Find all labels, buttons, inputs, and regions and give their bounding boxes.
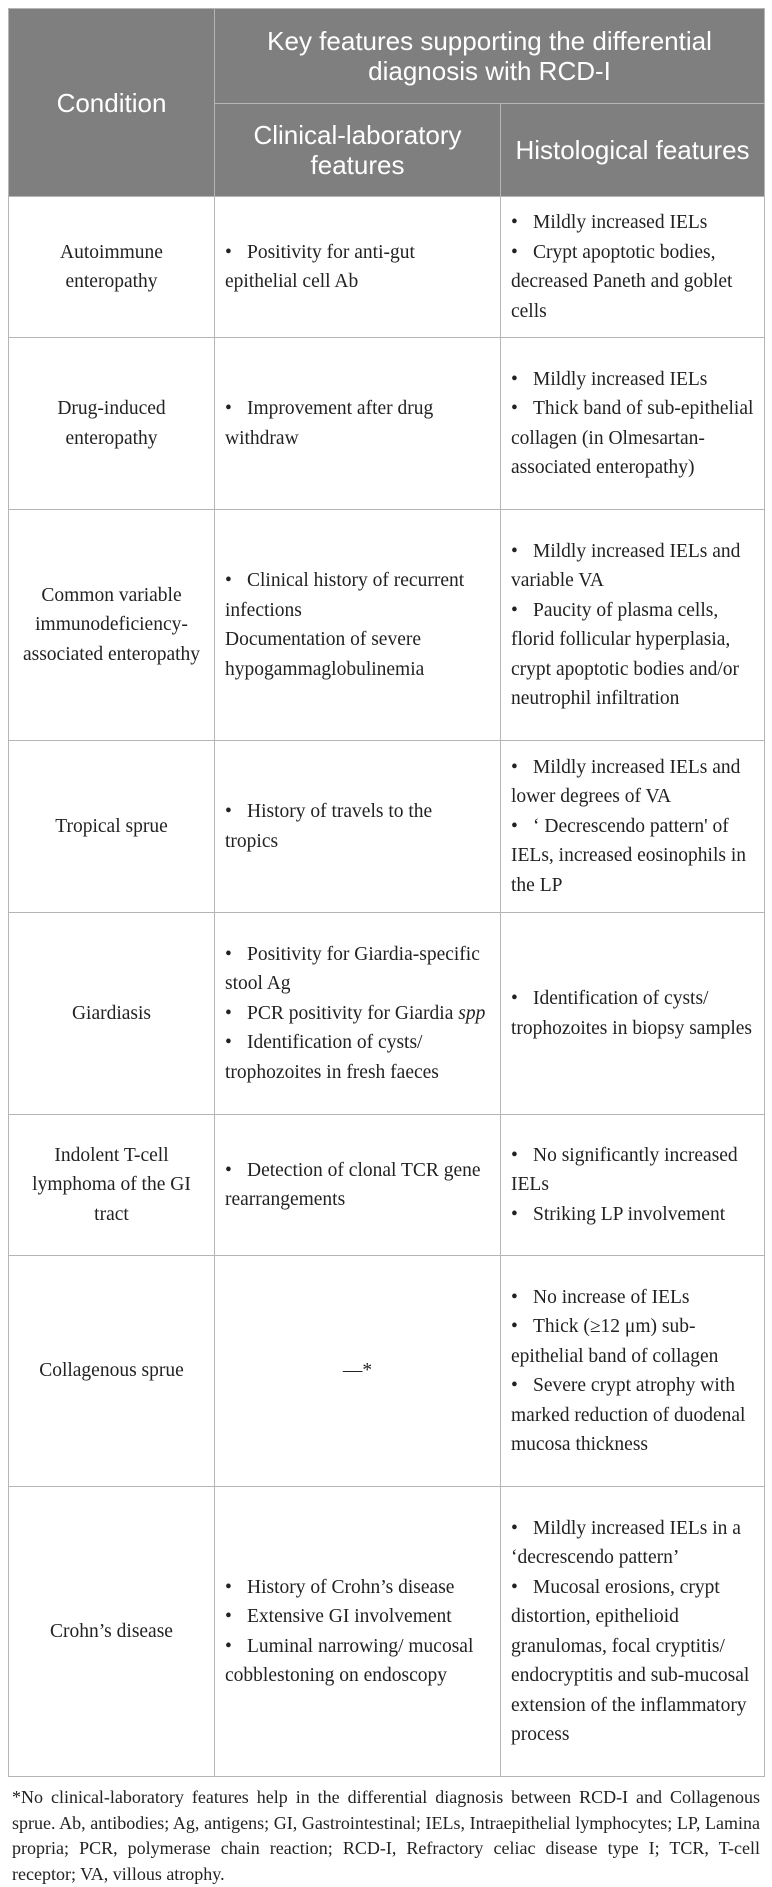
list-item: • Thick band of sub-epithelial collagen (in Olmesartan-associated enteropathy) [511, 398, 754, 478]
histological-cell [501, 741, 765, 913]
table-row [9, 197, 765, 338]
clinical-cell [215, 338, 501, 510]
header-row-top [9, 9, 765, 104]
histological-cell [501, 1115, 765, 1256]
histological-cell [501, 1256, 765, 1487]
condition-cell: Tropical sprue [9, 741, 215, 913]
condition-cell: Crohn’s disease [9, 1487, 215, 1777]
list-item: • Extensive GI involvement [225, 1606, 452, 1627]
list-item: • History of Crohn’s disease [225, 1576, 455, 1598]
clinical-cell [215, 1487, 501, 1777]
clinical-cell [215, 1115, 501, 1256]
condition-cell: Indolent T-cell lymphoma of the GI tract [9, 1115, 215, 1256]
list-item: • Paucity of plasma cells, florid follicular hyperplasia, crypt apoptotic bodies and/or neutrophil infiltration [511, 599, 739, 709]
list-item: • No significantly increased IELs [511, 1144, 738, 1196]
list-item: • Severe crypt atrophy with marked reduction of duodenal mucosa thickness [511, 1375, 746, 1455]
histological-cell [501, 510, 765, 741]
header-key-features: Key features supporting the differential diagnosis with RCD-I [215, 9, 765, 104]
list-item: • Mildly increased IELs [511, 212, 708, 233]
list-item: • Mildly increased IELs [511, 368, 708, 390]
table-row [9, 913, 765, 1115]
list-item: • Mildly increased IELs and variable VA [511, 540, 741, 591]
list-item: • Positivity for Giardia-specific stool Ag [225, 943, 480, 995]
table-row [9, 510, 765, 741]
table-row [9, 338, 765, 510]
table-footnote: *No clinical-laboratory features help in the differential diagnosis between RCD-I and Collagenous sprue. Ab, antibodies; Ag, antigens; GI, Gastrointestinal; IELs, Intraepithelial lymphocytes; LP, Lamina propria; PCR, polymerase chain reaction; RCD-I, Refractory celiac disease type I; TCR, T-cell receptor; VA, villous atrophy. [12, 1787, 760, 1884]
condition-cell: Common variable immunodeficiency-associated enteropathy [9, 510, 215, 741]
list-item: • Crypt apoptotic bodies, decreased Paneth and goblet cells [511, 241, 733, 322]
table-row [9, 741, 765, 913]
table-row [9, 1487, 765, 1777]
condition-cell: Collagenous sprue [9, 1256, 215, 1487]
list-item: • ‘ Decrescendo pattern' of IELs, increased eosinophils in the LP [511, 815, 747, 896]
header-histological: Histological features [501, 104, 765, 197]
table-row [9, 1256, 765, 1487]
list-item: • Improvement after drug withdraw [225, 398, 434, 449]
clinical-cell [215, 510, 501, 741]
condition-cell: Drug-induced enteropathy [9, 338, 215, 510]
table-figure [8, 8, 764, 1887]
list-item: • Striking LP involvement [511, 1203, 726, 1225]
header-clinical: Clinical-laboratory features [215, 104, 501, 197]
list-item: • Mildly increased IELs in a ‘decrescendo pattern’ [511, 1517, 741, 1568]
list-item: • Clinical history of recurrent infections [225, 570, 465, 621]
differential-diagnosis-table [8, 8, 765, 1777]
list-item: • Luminal narrowing/ mucosal cobblestoning on endoscopy [225, 1635, 474, 1686]
clinical-cell [215, 197, 501, 338]
list-item: • PCR positivity for Giardia spp [225, 1002, 486, 1024]
header-condition: Condition [9, 9, 215, 197]
list-item: • History of travels to the tropics [225, 801, 433, 852]
list-item: • Detection of clonal TCR gene rearrangements [225, 1159, 481, 1210]
list-item: • Identification of cysts/ trophozoites in biopsy samples [511, 988, 753, 1039]
list-item: • Mildly increased IELs and lower degrees of VA [511, 756, 741, 808]
list-item: Documentation of severe hypogammaglobulinemia [225, 629, 425, 680]
list-item: • No increase of IELs [511, 1286, 690, 1308]
clinical-cell: —* [215, 1256, 501, 1487]
condition-cell: Autoimmune enteropathy [9, 197, 215, 338]
clinical-cell [215, 741, 501, 913]
list-item: • Positivity for anti-gut epithelial cell Ab [225, 241, 415, 292]
histological-cell [501, 913, 765, 1115]
list-item: • Mucosal erosions, crypt distortion, epithelioid granulomas, focal cryptitis/ endocryptitis and sub-mucosal extension of the inflammatory process [511, 1576, 750, 1745]
condition-cell: Giardiasis [9, 913, 215, 1115]
histological-cell [501, 197, 765, 338]
table-row [9, 1115, 765, 1256]
list-item: • Thick (≥12 μm) sub-epithelial band of collagen [511, 1316, 719, 1367]
list-item: • Identification of cysts/ trophozoites in fresh faeces [225, 1032, 439, 1083]
clinical-cell [215, 913, 501, 1115]
histological-cell [501, 338, 765, 510]
histological-cell [501, 1487, 765, 1777]
